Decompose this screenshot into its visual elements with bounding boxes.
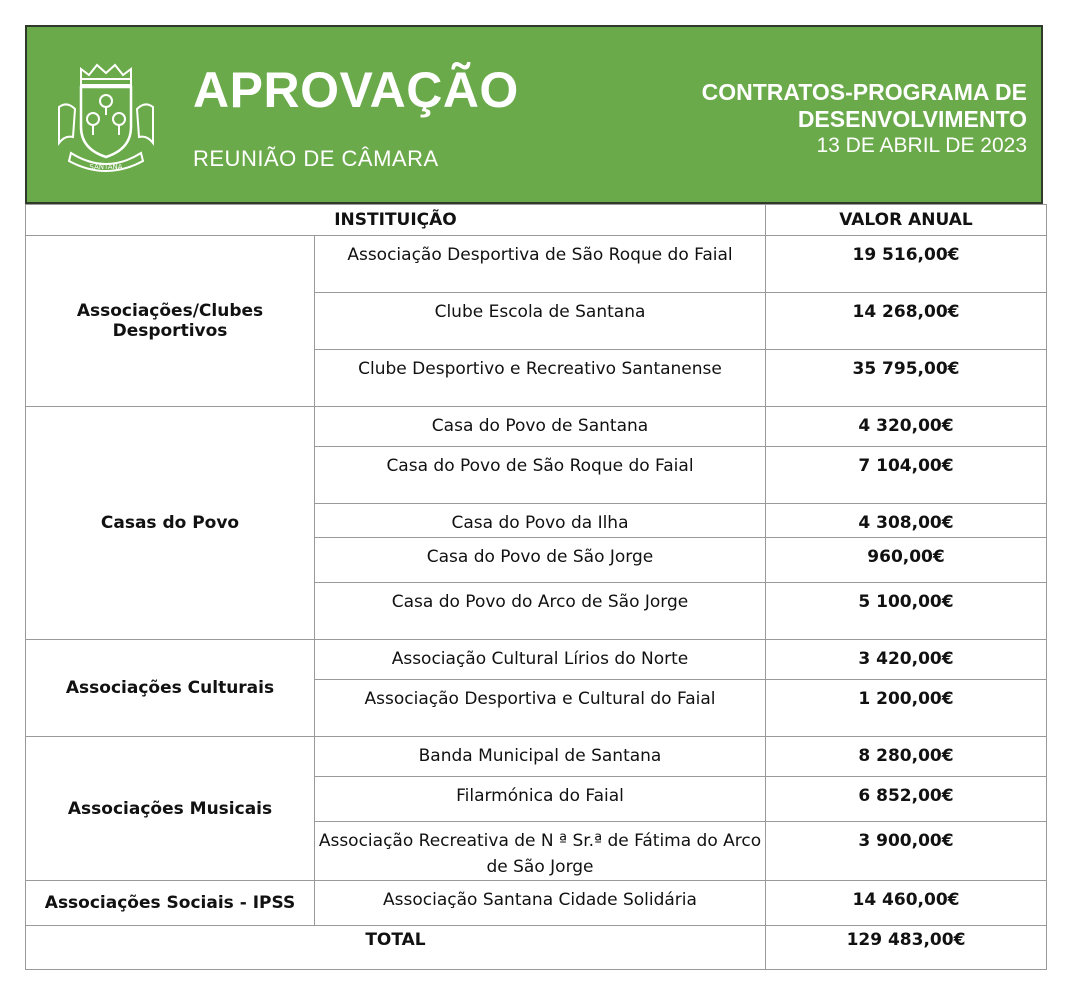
value-cell: 8 280,00€ [766,737,1047,777]
contracts-table [25,204,1047,970]
category-cell: Casas do Povo [26,407,315,640]
institution-cell: Casa do Povo do Arco de São Jorge [315,583,766,640]
table-row [26,407,1047,447]
category-cell: Associações/Clubes Desportivos [26,236,315,407]
institution-cell: Associação Cultural Lírios do Norte [315,640,766,680]
table-header-row [26,205,1047,236]
value-cell: 4 308,00€ [766,504,1047,538]
total-row [26,926,1047,970]
institution-cell: Casa do Povo de São Jorge [315,538,766,583]
institution-cell: Clube Escola de Santana [315,293,766,350]
total-value: 129 483,00€ [766,926,1047,970]
institution-cell: Associação Desportiva e Cultural do Faial [315,680,766,737]
institution-cell: Filarmónica do Faial [315,777,766,822]
column-header-value: VALOR ANUAL [766,205,1047,236]
institution-cell: Associação Recreativa de N ª Sr.ª de Fátima do Arco de São Jorge [315,822,766,881]
value-cell: 3 420,00€ [766,640,1047,680]
institution-cell: Associação Desportiva de São Roque do Faial [315,236,766,293]
value-cell: 19 516,00€ [766,236,1047,293]
header-banner [25,25,1043,204]
institution-cell: Banda Municipal de Santana [315,737,766,777]
header-date: 13 DE ABRIL DE 2023 [816,134,1027,157]
institution-cell: Associação Santana Cidade Solidária [315,881,766,926]
column-header-institution: INSTITUIÇÃO [26,205,766,236]
table-row [26,881,1047,926]
table-row [26,737,1047,777]
institution-cell: Casa do Povo da Ilha [315,504,766,538]
table-row [26,640,1047,680]
page-subtitle: REUNIÃO DE CÂMARA [193,146,439,171]
value-cell: 14 268,00€ [766,293,1047,350]
institution-cell: Casa do Povo de São Roque do Faial [315,447,766,504]
header-right [702,79,1027,158]
value-cell: 6 852,00€ [766,777,1047,822]
header-right-line2: DESENVOLVIMENTO [797,106,1027,132]
value-cell: 35 795,00€ [766,350,1047,407]
total-label: TOTAL [26,926,766,970]
page-title: APROVAÇÃO [193,62,519,118]
category-cell: Associações Sociais - IPSS [26,881,315,926]
value-cell: 960,00€ [766,538,1047,583]
value-cell: 4 320,00€ [766,407,1047,447]
header-right-line1: CONTRATOS-PROGRAMA DE [701,79,1027,105]
value-cell: 7 104,00€ [766,447,1047,504]
value-cell: 14 460,00€ [766,881,1047,926]
category-cell: Associações Musicais [26,737,315,881]
table-row [26,236,1047,293]
institution-cell: Clube Desportivo e Recreativo Santanense [315,350,766,407]
value-cell: 5 100,00€ [766,583,1047,640]
category-cell: Associações Culturais [26,640,315,737]
institution-cell: Casa do Povo de Santana [315,407,766,447]
crest-label: SANTANA [89,163,123,171]
municipal-crest-icon [51,57,161,177]
value-cell: 3 900,00€ [766,822,1047,881]
value-cell: 1 200,00€ [766,680,1047,737]
